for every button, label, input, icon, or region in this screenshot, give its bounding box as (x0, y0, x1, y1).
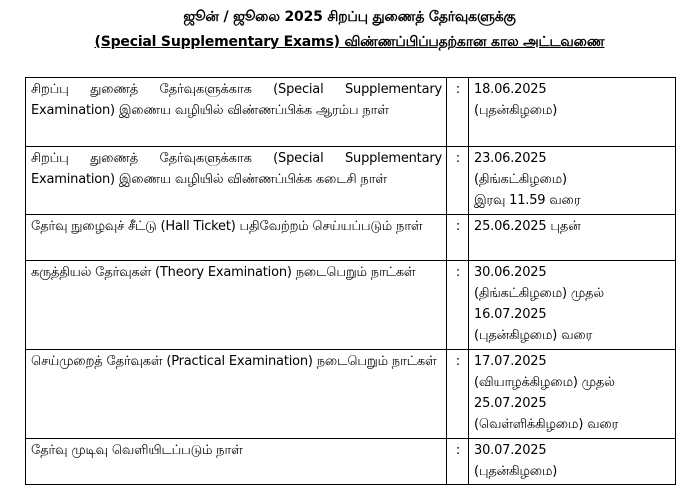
date-cell (469, 439, 676, 485)
table-row (26, 439, 676, 485)
page-title: ஜூன் / ஜூலை 2025 சிறப்பு துணைத் தேர்வுகளுக்கு (183, 9, 516, 25)
date-line: (திங்கட்கிழமை) (474, 172, 567, 187)
date-line: 17.07.2025 (474, 354, 547, 369)
event-cell: செய்முறைத் தேர்வுகள் (Practical Examination) நடைபெறும் நாட்கள் (26, 350, 447, 439)
date-line: (புதன்கிழமை) (474, 103, 558, 118)
separator-cell: : (447, 350, 469, 439)
table-row (26, 147, 676, 215)
date-cell (469, 215, 676, 261)
separator-cell: : (447, 78, 469, 147)
table-row (26, 261, 676, 350)
separator-cell: : (447, 439, 469, 485)
event-cell: கருத்தியல் தேர்வுகள் (Theory Examination) நடைபெறும் நாட்கள் (26, 261, 447, 350)
date-line: (திங்கட்கிழமை) முதல் (474, 286, 604, 301)
date-line: 25.07.2025 (474, 396, 547, 411)
date-line: (புதன்கிழமை) (474, 464, 558, 479)
date-line: (வெள்ளிக்கிழமை) வரை (474, 417, 619, 432)
schedule-table (25, 77, 676, 485)
table-row (26, 78, 676, 147)
separator-cell: : (447, 261, 469, 350)
event-cell: தேர்வு நுழைவுச் சீட்டு (Hall Ticket) பதிவேற்றம் செய்யப்படும் நாள் (26, 215, 447, 261)
date-line: 30.06.2025 (474, 265, 547, 280)
separator-cell: : (447, 215, 469, 261)
table-row (26, 350, 676, 439)
date-cell (469, 350, 676, 439)
date-line: (வியாழக்கிழமை) முதல் (474, 375, 615, 390)
date-cell (469, 261, 676, 350)
page-subtitle: (Special Supplementary Exams) விண்ணப்பிப்பதற்கான கால அட்டவணை (94, 34, 605, 50)
separator-cell: : (447, 147, 469, 215)
date-line: (புதன்கிழமை) வரை (474, 328, 593, 343)
date-line: 18.06.2025 (474, 82, 547, 97)
date-line: இரவு 11.59 வரை (474, 193, 581, 208)
date-cell (469, 78, 676, 147)
date-line: 16.07.2025 (474, 307, 547, 322)
event-cell: தேர்வு முடிவு வெளியிடப்படும் நாள் (26, 439, 447, 485)
date-line: 23.06.2025 (474, 151, 547, 166)
date-line: 30.07.2025 (474, 443, 547, 458)
date-line: 25.06.2025 புதன் (474, 219, 581, 234)
date-cell (469, 147, 676, 215)
event-cell: சிறப்பு துணைத் தேர்வுகளுக்காக (Special Supplementary Examination) இணைய வழியில் விண்ணப்பிக்க கடைசி நாள் (26, 147, 447, 215)
table-row (26, 215, 676, 261)
event-cell: சிறப்பு துணைத் தேர்வுகளுக்காக (Special Supplementary Examination) இணைய வழியில் விண்ணப்பிக்க ஆரம்ப நாள் (26, 78, 447, 147)
